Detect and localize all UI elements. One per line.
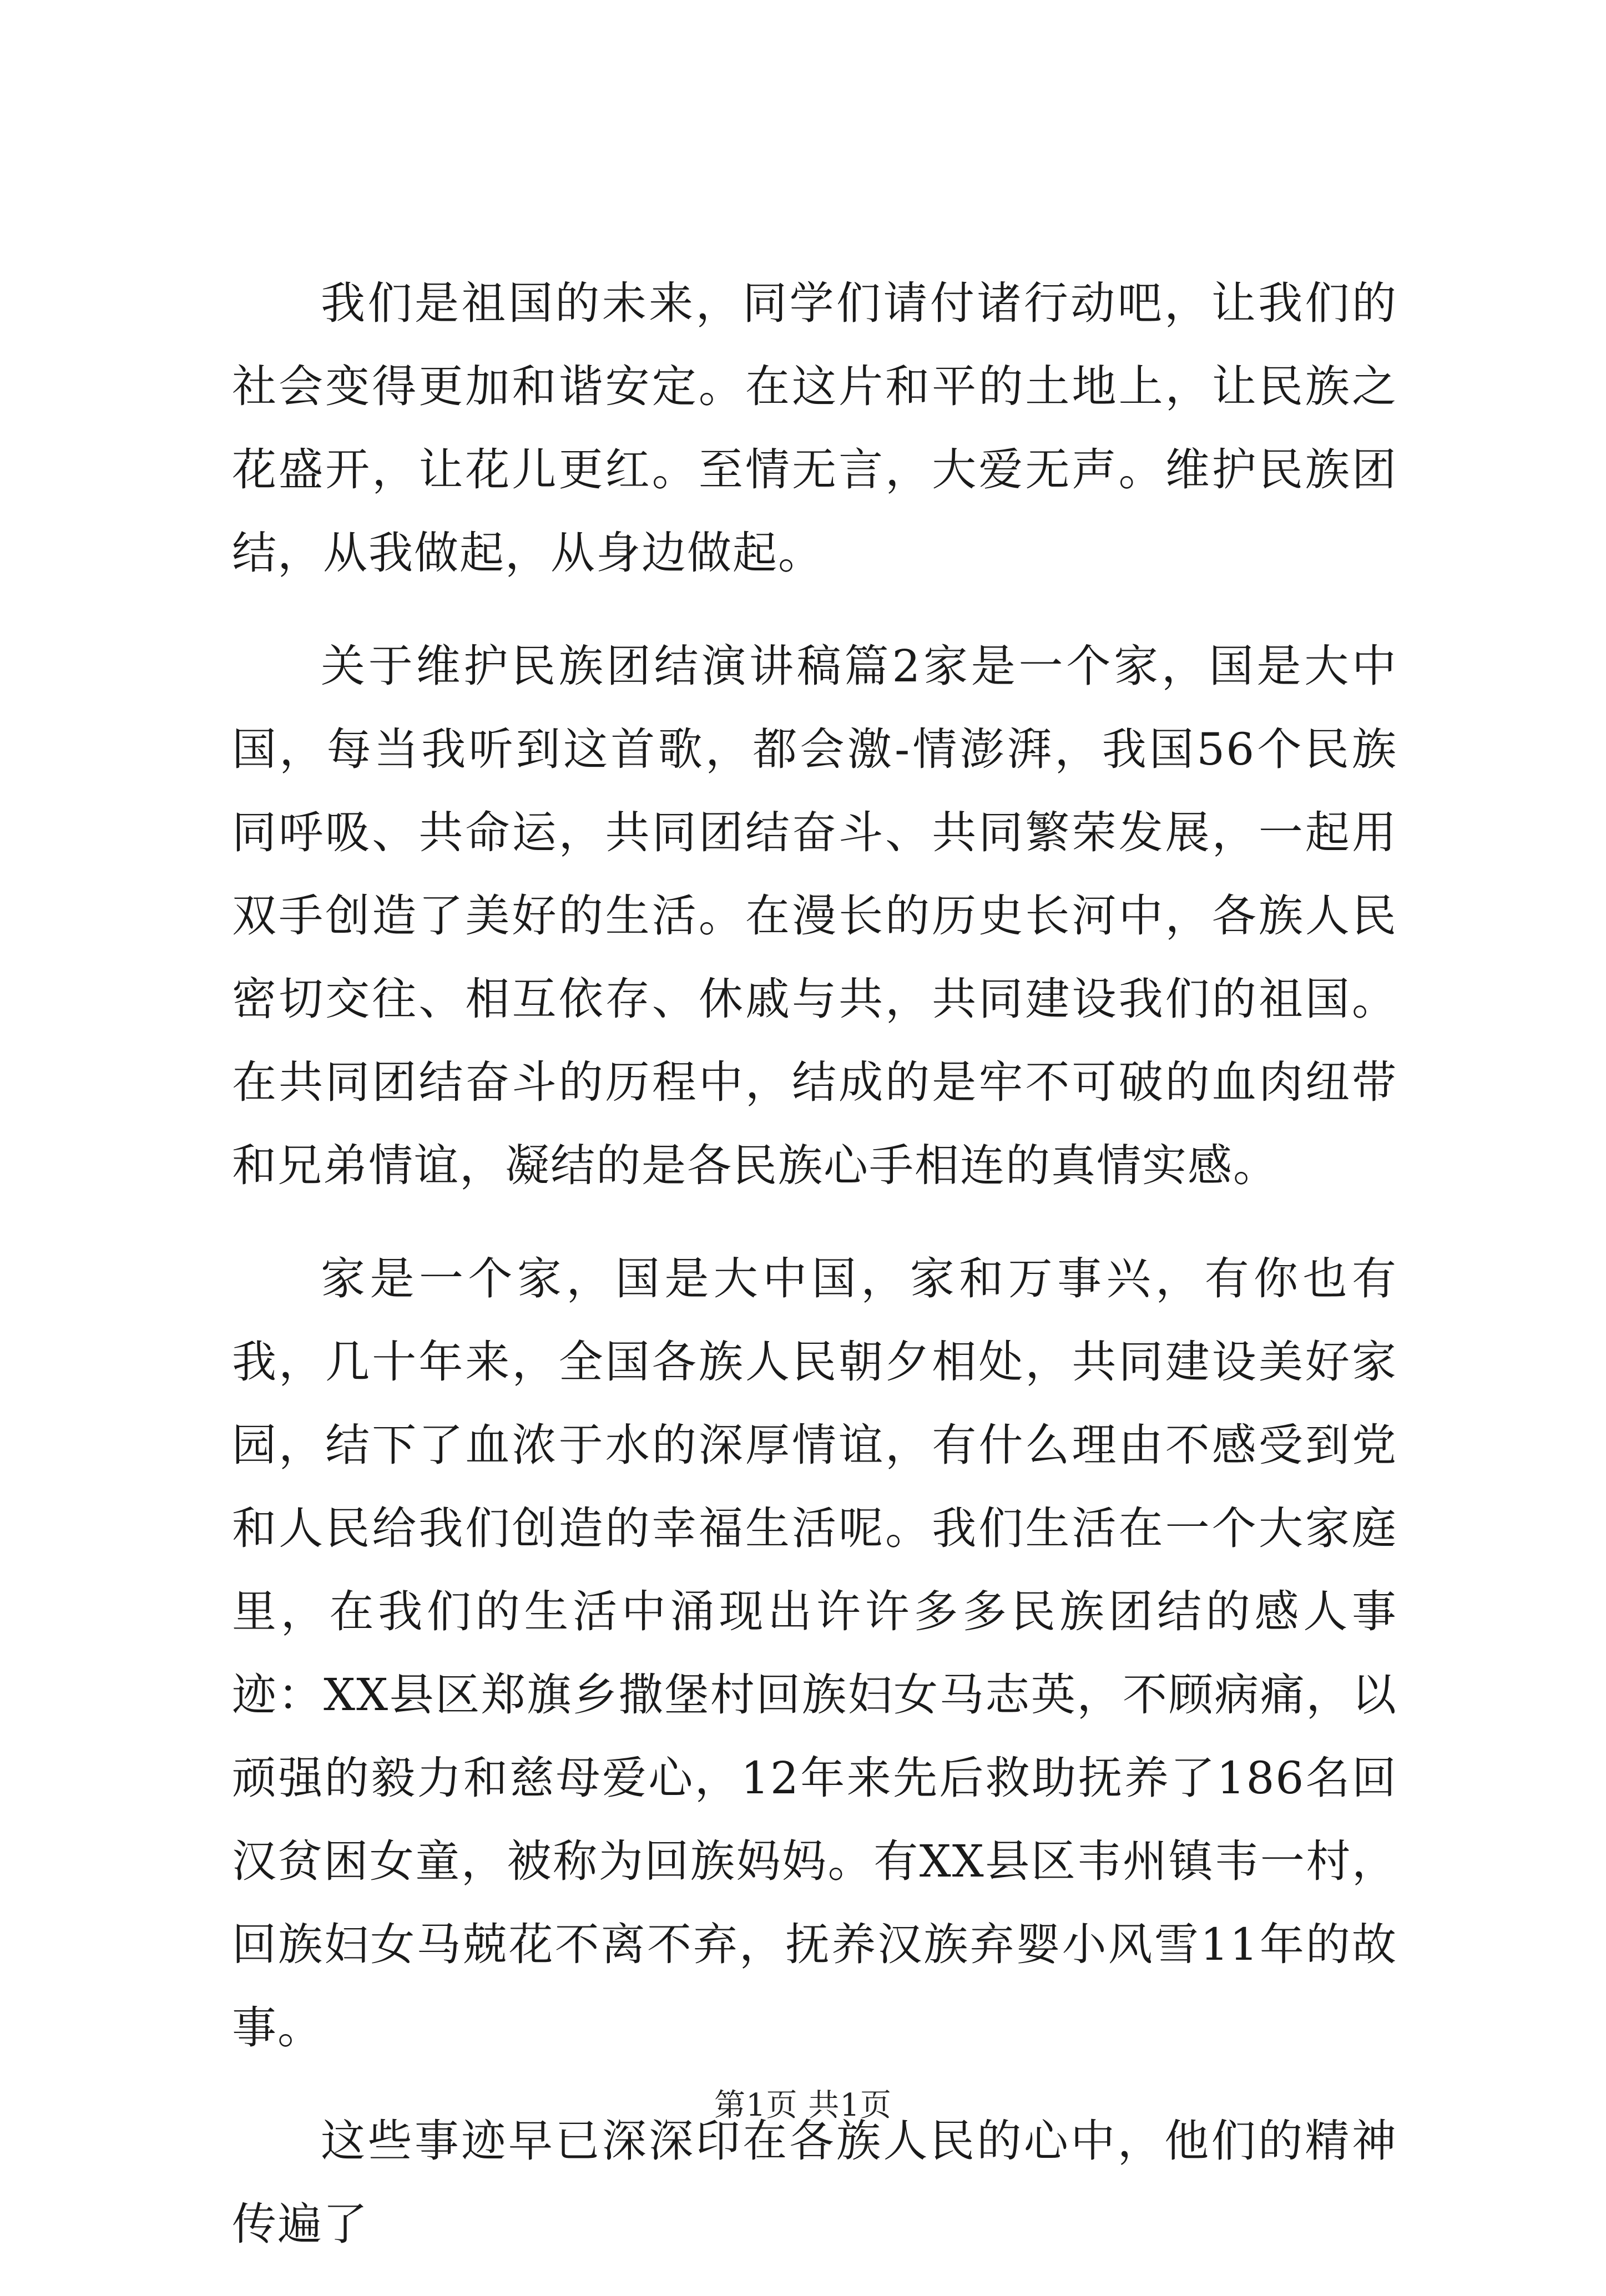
- page-footer: 第1页 共1页: [714, 2087, 892, 2123]
- paragraph-4: 这些事迹早已深深印在各族人民的心中，他们的精神传遍了: [232, 2115, 1397, 2250]
- paragraph-2: 关于维护民族团结演讲稿篇2家是一个家，国是大中国，每当我听到这首歌，都会激-情澎湃，我国56个民族同呼吸、共命运，共同团结奋斗、共同繁荣发展，一起用双手创造了美好的生活。在漫长的历史长河中，各族人民密切交往、相互依存、休戚与共，共同建设我们的祖国。在共同团结奋斗的历程中，结成的是牢不可破的血肉纽带和兄弟情谊，凝结的是各民族心手相连的真情实感。: [232, 640, 1397, 1191]
- paragraph-3: 家是一个家，国是大中国，家和万事兴，有你也有我，几十年来，全国各族人民朝夕相处，共同建设美好家园，结下了血浓于水的深厚情谊，有什么理由不感受到党和人民给我们创造的幸福生活呢。我们生活在一个大家庭里，在我们的生活中涌现出许许多多民族团结的感人事迹：XX县区郑旗乡撒堡村回族妇女马志英，不顾病痛，以顽强的毅力和慈母爱心，12年来先后救助抚养了186名回汉贫困女童，被称为回族妈妈。有XX县区韦州镇韦一村，回族妇女马兢花不离不弃，抚养汉族弃婴小风雪11年的故事。: [232, 1253, 1397, 2054]
- document-body: [232, 262, 1397, 2296]
- paragraph-1: 我们是祖国的未来，同学们请付诸行动吧，让我们的社会变得更加和谐安定。在这片和平的土地上，让民族之花盛开，让花儿更红。至情无言，大爱无声。维护民族团结，从我做起，从身边做起。: [232, 277, 1397, 579]
